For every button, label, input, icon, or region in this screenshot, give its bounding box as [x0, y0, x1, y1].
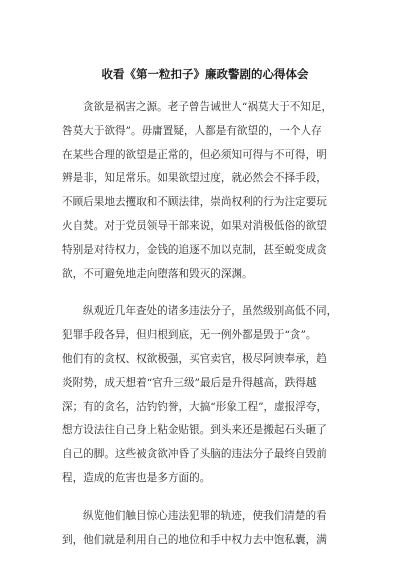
- paragraph-2: [62, 300, 352, 490]
- paragraph-1: [62, 96, 352, 286]
- text-line: 炎附势，成天想着“官升三级”最后是升得越高，跌得越: [62, 376, 317, 389]
- text-line: 欲，不可避免地走向堕落和毁灭的深渊。: [62, 267, 253, 280]
- text-line: 程，造成的危害也是多方面的。: [62, 471, 211, 484]
- text-line: 想方设法往自己身上粘金贴银。到头来还是搬起石头砸了: [62, 424, 327, 437]
- paragraph-3: [62, 505, 352, 553]
- text-line: 纵览他们触目惊心违法犯罪的轨迹，使我们清楚的看: [83, 509, 327, 522]
- text-line: 自己的脚。这些被贪欲冲昏了头脑的违法分子最终自毁前: [62, 448, 327, 461]
- text-line: 咎莫大于欲得”。毋庸置疑，人都是有欲望的，一个人存: [62, 124, 322, 137]
- text-line: 火自焚。对于党员领导干部来说，如果对消极低俗的欲望: [62, 219, 327, 232]
- text-line: 犯罪手段各异，但归根到底，无一例外都是毁于“贪”。: [62, 329, 317, 342]
- text-line: 纵观近几年查处的诸多违法分子，虽然级别高低不同，: [83, 305, 338, 318]
- document-title: 收看《第一粒扣子》廉政警剧的心得体会: [101, 67, 309, 81]
- text-line: 贪欲是祸害之源。老子曾告诫世人“祸莫大于不知足，: [83, 101, 333, 113]
- text-line: 他们有的贪权、权欲极强，买官卖官，极尽阿谀奉承，趋: [62, 352, 327, 365]
- text-line: 辨是非，知足常乐。如果欲望过度，就必然会不择手段，: [62, 172, 327, 185]
- text-line: 到，他们就是利用自己的地位和手中权力去中饱私囊，满: [62, 533, 327, 546]
- text-line: 不顾后果地去攫取和不顾法律，崇尚权利的行为注定要玩: [62, 196, 327, 209]
- text-line: 在某些合理的欲望是正常的，但必须知可得与不可得，明: [62, 148, 327, 161]
- text-line: 深；有的贪名，沽钓钓誉，大搞“形象工程”，虚报浮夸，: [62, 400, 328, 413]
- document-body: [62, 96, 352, 566]
- text-line: 特别是对待权力，金钱的追逐不加以克制，甚至蜕变成贪: [62, 243, 327, 256]
